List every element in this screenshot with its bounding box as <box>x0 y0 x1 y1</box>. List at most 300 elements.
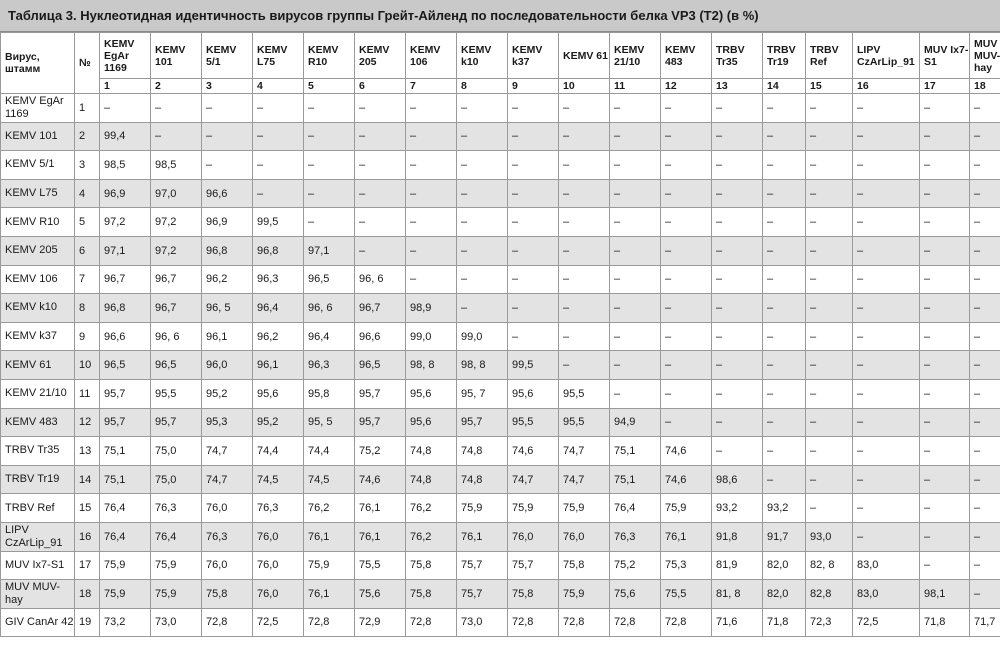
identity-cell: 98,5 <box>100 151 151 180</box>
identity-cell: – <box>508 322 559 351</box>
identity-cell: – <box>806 494 853 523</box>
identity-cell: 74,7 <box>508 465 559 494</box>
identity-cell: – <box>763 122 806 151</box>
identity-cell: 74,5 <box>253 465 304 494</box>
identity-cell: 98,9 <box>406 294 457 323</box>
identity-cell: 75,2 <box>610 551 661 580</box>
identity-cell: 96,6 <box>100 322 151 351</box>
identity-cell: – <box>559 179 610 208</box>
table-row <box>1 208 1000 237</box>
identity-cell: 97,1 <box>100 236 151 265</box>
row-virus-name: TRBV Tr35 <box>1 437 75 466</box>
identity-cell: – <box>406 94 457 123</box>
identity-cell: 74,4 <box>253 437 304 466</box>
identity-cell: – <box>763 179 806 208</box>
identity-cell: 75,9 <box>559 494 610 523</box>
identity-cell: – <box>806 322 853 351</box>
column-header: KEMV 61 <box>559 33 610 79</box>
identity-cell: – <box>610 265 661 294</box>
identity-cell: – <box>712 208 763 237</box>
identity-cell: 74,7 <box>559 437 610 466</box>
identity-cell: 74,6 <box>508 437 559 466</box>
identity-cell: – <box>970 408 1000 437</box>
identity-cell: – <box>970 522 1000 551</box>
identity-cell: 95,5 <box>508 408 559 437</box>
identity-cell: – <box>253 151 304 180</box>
identity-cell: 95,6 <box>406 408 457 437</box>
identity-cell: 95,5 <box>559 408 610 437</box>
table-row <box>1 94 1000 123</box>
identity-cell: – <box>661 265 712 294</box>
identity-cell: – <box>661 122 712 151</box>
identity-cell: 75,1 <box>610 437 661 466</box>
identity-cell: 95,7 <box>100 408 151 437</box>
identity-cell: 71,8 <box>920 608 970 637</box>
identity-cell: 95,7 <box>457 408 508 437</box>
identity-cell: 72,5 <box>253 608 304 637</box>
identity-cell: – <box>970 265 1000 294</box>
identity-cell: – <box>763 208 806 237</box>
row-virus-name: MUV MUV-hay <box>1 580 75 609</box>
column-number: 1 <box>100 79 151 94</box>
identity-cell: 93,0 <box>806 522 853 551</box>
identity-cell: 96,7 <box>151 265 202 294</box>
identity-cell: 75,6 <box>610 580 661 609</box>
identity-cell: 99,0 <box>406 322 457 351</box>
identity-cell: – <box>712 294 763 323</box>
identity-cell: 75,9 <box>151 580 202 609</box>
column-number: 8 <box>457 79 508 94</box>
identity-cell: – <box>661 179 712 208</box>
identity-cell: 75,9 <box>100 551 151 580</box>
identity-cell: – <box>712 94 763 123</box>
row-virus-name: KEMV 61 <box>1 351 75 380</box>
table-row <box>1 294 1000 323</box>
identity-cell: 72,8 <box>610 608 661 637</box>
identity-cell: 83,0 <box>853 551 920 580</box>
identity-cell: 75,5 <box>355 551 406 580</box>
identity-cell: – <box>920 265 970 294</box>
identity-cell: 96,3 <box>253 265 304 294</box>
column-number: 11 <box>610 79 661 94</box>
identity-cell: 75,1 <box>610 465 661 494</box>
table-title: Таблица 3. Нуклеотидная идентичность вирусов группы Грейт-Айленд по последовательности белка VP3 (T2) (в %) <box>0 0 1000 32</box>
identity-cell: 76,0 <box>253 522 304 551</box>
identity-cell: – <box>763 351 806 380</box>
identity-cell: 74,7 <box>202 465 253 494</box>
identity-cell: – <box>970 580 1000 609</box>
identity-cell: – <box>559 208 610 237</box>
identity-cell: – <box>806 179 853 208</box>
identity-cell: 74,5 <box>304 465 355 494</box>
identity-cell: 75,9 <box>304 551 355 580</box>
identity-cell: – <box>970 351 1000 380</box>
column-number: 15 <box>806 79 853 94</box>
column-number: 13 <box>712 79 763 94</box>
identity-cell: 75,7 <box>457 551 508 580</box>
identity-cell: – <box>920 208 970 237</box>
identity-cell: 76,4 <box>610 494 661 523</box>
row-number: 19 <box>75 608 100 637</box>
identity-cell: – <box>661 294 712 323</box>
identity-cell: 74,4 <box>304 437 355 466</box>
identity-cell: – <box>853 494 920 523</box>
identity-cell: – <box>853 465 920 494</box>
row-virus-name: KEMV 5/1 <box>1 151 75 180</box>
identity-cell: 76,0 <box>253 551 304 580</box>
identity-cell: – <box>970 122 1000 151</box>
identity-cell: 75,9 <box>151 551 202 580</box>
identity-cell: – <box>508 94 559 123</box>
identity-cell: 98, 8 <box>457 351 508 380</box>
identity-cell: 76,0 <box>253 580 304 609</box>
identity-cell: – <box>806 265 853 294</box>
row-number: 9 <box>75 322 100 351</box>
identity-cell: 82, 8 <box>806 551 853 580</box>
identity-cell: – <box>763 465 806 494</box>
identity-cell: 75,1 <box>100 465 151 494</box>
column-number: 5 <box>304 79 355 94</box>
row-number: 3 <box>75 151 100 180</box>
identity-cell: – <box>304 179 355 208</box>
identity-cell: 95,7 <box>355 379 406 408</box>
row-virus-name: KEMV R10 <box>1 208 75 237</box>
table-row <box>1 580 1000 609</box>
number-column-header: № <box>75 33 100 94</box>
identity-cell: 76,4 <box>100 522 151 551</box>
identity-cell: – <box>970 294 1000 323</box>
identity-cell: – <box>712 322 763 351</box>
identity-cell: – <box>559 151 610 180</box>
table-row <box>1 551 1000 580</box>
identity-cell: – <box>712 236 763 265</box>
row-virus-name: MUV Ix7-S1 <box>1 551 75 580</box>
row-virus-name: LIPV CzArLip_91 <box>1 522 75 551</box>
identity-cell: 71,8 <box>763 608 806 637</box>
identity-cell: – <box>355 151 406 180</box>
identity-cell: 96,6 <box>355 322 406 351</box>
row-number: 13 <box>75 437 100 466</box>
identity-cell: 81, 8 <box>712 580 763 609</box>
identity-cell: 98,5 <box>151 151 202 180</box>
identity-cell: 96,4 <box>253 294 304 323</box>
table-row <box>1 265 1000 294</box>
identity-cell: 75,2 <box>355 437 406 466</box>
column-header: MUV Ix7-S1 <box>920 33 970 79</box>
column-header: KEMV R10 <box>304 33 355 79</box>
identity-cell: – <box>559 122 610 151</box>
identity-cell: 96,9 <box>202 208 253 237</box>
column-number: 10 <box>559 79 610 94</box>
identity-cell: 76,1 <box>304 522 355 551</box>
identity-cell: 72,8 <box>406 608 457 637</box>
identity-cell: 74,8 <box>406 437 457 466</box>
identity-cell: – <box>853 437 920 466</box>
identity-cell: 96,5 <box>355 351 406 380</box>
identity-cell: 96,7 <box>151 294 202 323</box>
identity-cell: – <box>610 179 661 208</box>
identity-cell: – <box>355 94 406 123</box>
identity-cell: 76,3 <box>202 522 253 551</box>
identity-cell: 75,9 <box>457 494 508 523</box>
row-virus-name: KEMV 205 <box>1 236 75 265</box>
identity-cell: 76,0 <box>202 551 253 580</box>
column-number: 12 <box>661 79 712 94</box>
table-row <box>1 522 1000 551</box>
identity-cell: – <box>406 151 457 180</box>
identity-cell: 97,2 <box>100 208 151 237</box>
table-row <box>1 408 1000 437</box>
identity-cell: 76,1 <box>355 522 406 551</box>
identity-cell: – <box>457 294 508 323</box>
identity-cell: – <box>853 179 920 208</box>
identity-cell: – <box>970 465 1000 494</box>
identity-cell: 73,0 <box>151 608 202 637</box>
identity-cell: 99,4 <box>100 122 151 151</box>
row-virus-name: KEMV 21/10 <box>1 379 75 408</box>
identity-cell: – <box>806 379 853 408</box>
identity-cell: 72,8 <box>202 608 253 637</box>
identity-cell: 76,3 <box>610 522 661 551</box>
header-row <box>1 33 1000 79</box>
identity-cell: 75,3 <box>661 551 712 580</box>
identity-cell: 75,6 <box>355 580 406 609</box>
identity-cell: 95,8 <box>304 379 355 408</box>
identity-cell: – <box>970 236 1000 265</box>
table-row <box>1 151 1000 180</box>
identity-cell: – <box>508 208 559 237</box>
identity-cell: 75,8 <box>202 580 253 609</box>
identity-cell: – <box>763 151 806 180</box>
identity-cell: – <box>970 322 1000 351</box>
identity-cell: 75,9 <box>508 494 559 523</box>
identity-cell: – <box>661 94 712 123</box>
row-number: 10 <box>75 351 100 380</box>
column-number: 3 <box>202 79 253 94</box>
identity-cell: 75,5 <box>661 580 712 609</box>
identity-cell: 72,8 <box>661 608 712 637</box>
identity-cell: – <box>406 208 457 237</box>
identity-cell: – <box>763 94 806 123</box>
identity-cell: 76,0 <box>202 494 253 523</box>
identity-cell: 76,2 <box>406 494 457 523</box>
identity-cell: – <box>610 322 661 351</box>
identity-cell: – <box>853 122 920 151</box>
column-header: KEMV k10 <box>457 33 508 79</box>
identity-cell: – <box>712 265 763 294</box>
identity-cell: 76,3 <box>253 494 304 523</box>
identity-cell: 74,8 <box>457 437 508 466</box>
identity-cell: – <box>763 265 806 294</box>
identity-cell: – <box>712 408 763 437</box>
identity-table <box>0 32 1000 637</box>
identity-cell: 96,1 <box>253 351 304 380</box>
row-virus-name: TRBV Tr19 <box>1 465 75 494</box>
column-header: KEMV 101 <box>151 33 202 79</box>
identity-cell: 95,2 <box>253 408 304 437</box>
identity-cell: – <box>712 122 763 151</box>
identity-cell: – <box>853 94 920 123</box>
identity-cell: – <box>920 408 970 437</box>
identity-cell: 96,2 <box>202 265 253 294</box>
identity-cell: 93,2 <box>712 494 763 523</box>
row-virus-name: KEMV k37 <box>1 322 75 351</box>
identity-cell: – <box>853 379 920 408</box>
row-virus-name: KEMV 101 <box>1 122 75 151</box>
table-row <box>1 351 1000 380</box>
row-number: 14 <box>75 465 100 494</box>
identity-cell: – <box>355 208 406 237</box>
identity-cell: – <box>304 122 355 151</box>
identity-cell: 83,0 <box>853 580 920 609</box>
identity-cell: – <box>610 122 661 151</box>
identity-cell: 96,7 <box>355 294 406 323</box>
identity-cell: 95, 7 <box>457 379 508 408</box>
identity-cell: 96,5 <box>304 265 355 294</box>
identity-cell: – <box>763 379 806 408</box>
identity-cell: – <box>853 236 920 265</box>
table-body <box>1 94 1000 637</box>
column-number: 6 <box>355 79 406 94</box>
column-number: 16 <box>853 79 920 94</box>
identity-cell: 72,3 <box>806 608 853 637</box>
row-virus-name: TRBV Ref <box>1 494 75 523</box>
identity-cell: 73,2 <box>100 608 151 637</box>
identity-cell: – <box>920 122 970 151</box>
row-number: 2 <box>75 122 100 151</box>
identity-cell: 74,7 <box>559 465 610 494</box>
identity-cell: – <box>712 437 763 466</box>
identity-cell: 76,0 <box>508 522 559 551</box>
identity-cell: – <box>355 122 406 151</box>
table-row <box>1 494 1000 523</box>
identity-cell: – <box>610 151 661 180</box>
row-virus-name: KEMV L75 <box>1 179 75 208</box>
identity-cell: 99,0 <box>457 322 508 351</box>
identity-cell: 76,1 <box>457 522 508 551</box>
identity-cell: – <box>202 122 253 151</box>
identity-cell: 96,3 <box>304 351 355 380</box>
identity-cell: 75,7 <box>457 580 508 609</box>
identity-cell: 82,0 <box>763 580 806 609</box>
identity-cell: – <box>457 151 508 180</box>
identity-cell: 96,6 <box>202 179 253 208</box>
identity-cell: – <box>406 265 457 294</box>
identity-cell: – <box>763 408 806 437</box>
identity-cell: – <box>970 179 1000 208</box>
row-number: 1 <box>75 94 100 123</box>
identity-cell: 99,5 <box>253 208 304 237</box>
identity-cell: 95,2 <box>202 379 253 408</box>
identity-cell: – <box>610 236 661 265</box>
row-virus-name: KEMV 106 <box>1 265 75 294</box>
identity-cell: – <box>806 151 853 180</box>
identity-cell: 76,4 <box>151 522 202 551</box>
table-row <box>1 236 1000 265</box>
identity-cell: – <box>853 208 920 237</box>
identity-cell: 76,2 <box>406 522 457 551</box>
identity-cell: – <box>151 94 202 123</box>
identity-cell: 71,7 <box>970 608 1000 637</box>
identity-cell: – <box>970 379 1000 408</box>
column-number: 18 <box>970 79 1000 94</box>
identity-cell: – <box>763 322 806 351</box>
identity-cell: – <box>508 294 559 323</box>
identity-cell: 76,3 <box>151 494 202 523</box>
identity-cell: 75,9 <box>100 580 151 609</box>
row-number: 15 <box>75 494 100 523</box>
identity-cell: 99,5 <box>508 351 559 380</box>
identity-cell: – <box>853 294 920 323</box>
identity-cell: – <box>806 351 853 380</box>
identity-cell: 95,7 <box>100 379 151 408</box>
identity-cell: – <box>806 437 853 466</box>
identity-cell: 75,8 <box>508 580 559 609</box>
identity-cell: 72,5 <box>853 608 920 637</box>
column-number: 7 <box>406 79 457 94</box>
identity-cell: – <box>806 208 853 237</box>
identity-cell: 71,6 <box>712 608 763 637</box>
row-number: 6 <box>75 236 100 265</box>
identity-cell: 98,6 <box>712 465 763 494</box>
identity-cell: – <box>406 122 457 151</box>
identity-cell: 95,7 <box>151 408 202 437</box>
table-row <box>1 379 1000 408</box>
identity-cell: 95,6 <box>406 379 457 408</box>
identity-cell: – <box>457 208 508 237</box>
identity-cell: – <box>853 151 920 180</box>
identity-cell: 96,7 <box>100 265 151 294</box>
identity-cell: – <box>712 351 763 380</box>
identity-cell: – <box>406 179 457 208</box>
identity-cell: – <box>610 208 661 237</box>
identity-cell: – <box>920 522 970 551</box>
identity-cell: – <box>661 208 712 237</box>
identity-cell: 95,7 <box>355 408 406 437</box>
row-virus-name: KEMV EgAr 1169 <box>1 94 75 123</box>
identity-cell: – <box>355 236 406 265</box>
column-header: TRBV Tr19 <box>763 33 806 79</box>
column-header: KEMV EgAr 1169 <box>100 33 151 79</box>
identity-cell: 76,1 <box>304 580 355 609</box>
identity-cell: – <box>406 236 457 265</box>
identity-cell: 96, 6 <box>355 265 406 294</box>
identity-cell: 82,8 <box>806 580 853 609</box>
column-number: 17 <box>920 79 970 94</box>
table-row <box>1 122 1000 151</box>
identity-cell: 76,1 <box>661 522 712 551</box>
identity-cell: 75,8 <box>559 551 610 580</box>
identity-cell: – <box>304 94 355 123</box>
row-number: 11 <box>75 379 100 408</box>
identity-cell: – <box>853 265 920 294</box>
identity-cell: – <box>559 322 610 351</box>
identity-cell: – <box>920 94 970 123</box>
identity-cell: – <box>508 151 559 180</box>
identity-cell: 73,0 <box>457 608 508 637</box>
identity-cell: – <box>610 351 661 380</box>
identity-cell: – <box>970 494 1000 523</box>
identity-cell: – <box>853 522 920 551</box>
identity-cell: – <box>920 494 970 523</box>
column-number: 14 <box>763 79 806 94</box>
identity-cell: 74,8 <box>457 465 508 494</box>
row-virus-name: GIV CanAr 42 <box>1 608 75 637</box>
column-header: KEMV k37 <box>508 33 559 79</box>
identity-cell: 75,9 <box>559 580 610 609</box>
identity-cell: – <box>202 151 253 180</box>
identity-cell: 94,9 <box>610 408 661 437</box>
